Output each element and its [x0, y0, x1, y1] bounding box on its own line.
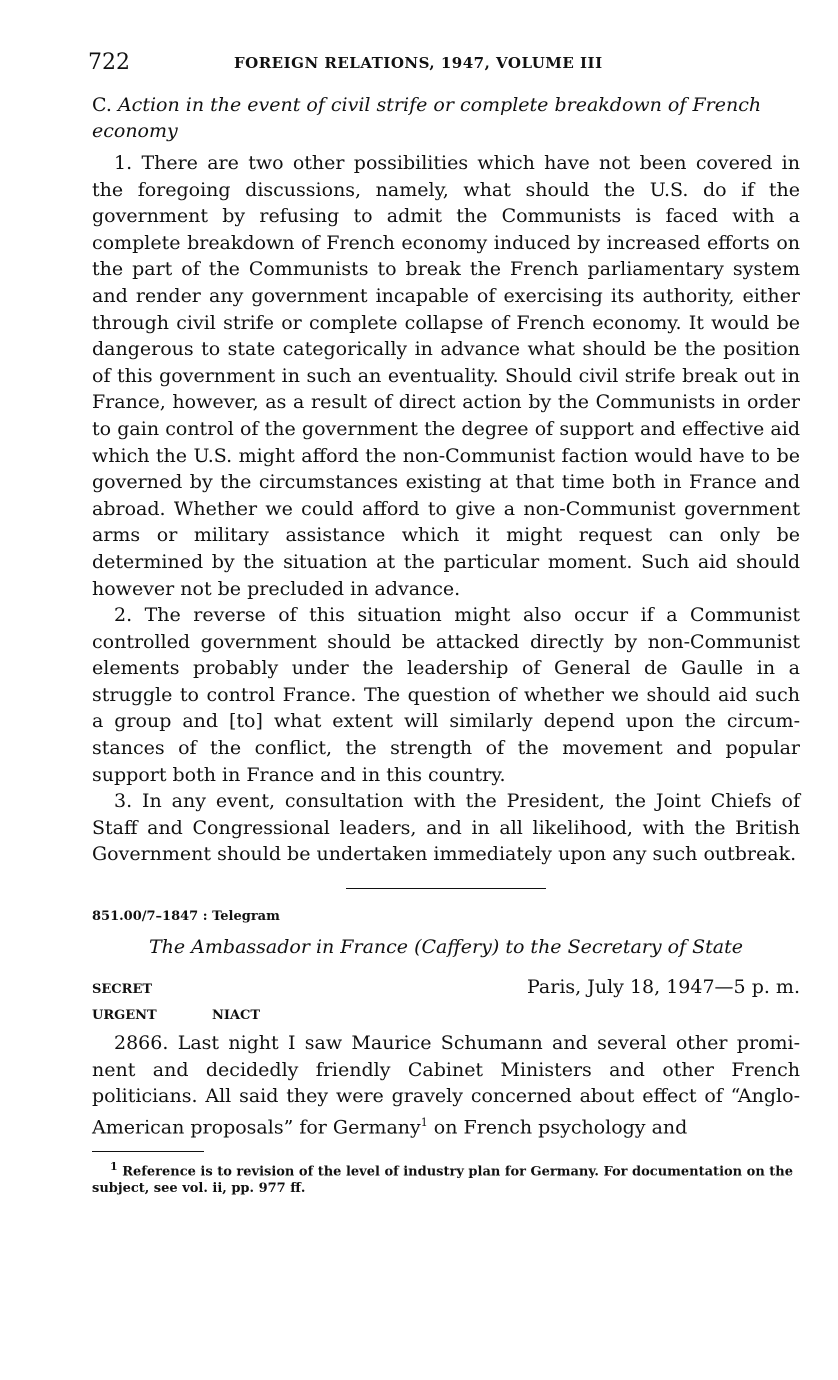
priority-line — [92, 1004, 800, 1030]
section-heading-text: Action in the event of civil strife or complete breakdown of French economy — [92, 94, 762, 142]
dateline: Paris, July 18, 1947—5 p. m. — [527, 976, 800, 999]
priority: URGENT — [92, 1008, 157, 1024]
paragraph-1: 1. There are two other possibilities which have not been covered in the foregoing discussions, namely, what should the U.S. do if the government by refusing to admit the Communists is faced with a complete breakdown of French economy induced by increased efforts on the part of the Communists to break the French parliamentary system and render any government incapable of exercising its authority, either through civil strife or complete collapse of French economy. It would be dangerous to state categorically in advance what should be the position of this government in such an eventuality. Should civil strife break out in France, however, as a result of direct action by the Communists in order to gain control of the government the degree of support and effective aid which the U.S. might afford the non-Communist faction would have to be governed by the circumstances existing at that time both in France and abroad. Whether we could afford to give a non-Communist government arms or military assistance which it might request can only be determined by the situation at the particular moment. Such aid should however not be precluded in advance. — [92, 152, 800, 600]
file-reference: 851.00/7–1847 : Telegram — [92, 909, 280, 925]
telegram-body-continued: on French psychology and — [427, 1116, 688, 1139]
telegram-body-text: 2866. Last night I saw Maurice Schumann and several other prominent and decidedly friendly Cabinet Ministers and other French politicians. All said they were gravely concerned about effect of “Anglo-American proposals” for Germany — [92, 1032, 800, 1139]
document-page — [88, 50, 800, 1197]
footnote-reference[interactable]: 1 — [420, 1115, 428, 1129]
paragraph-2: 2. The reverse of this situation might also occur if a Communist controlled government should be attacked directly by non-Communist elements probably under the leadership of General de Gaulle in a struggle to control France. The question of whether we should aid such a group and [to] what extent will similarly depend upon the circumstances of the conflict, the strength of the movement and popular support both in France and in this country. — [92, 604, 800, 786]
section-heading — [92, 92, 800, 144]
paragraph-3: 3. In any event, consultation with the President, the Joint Chiefs of Staff and Congressional leaders, and in all likelihood, with the British Government should be undertaken immediately upon any such outbreak. — [92, 790, 800, 866]
running-head — [88, 50, 800, 82]
classification-line — [92, 978, 800, 1004]
document-title: The Ambassador in France (Caffery) to the Secretary of State — [148, 936, 744, 959]
footnote-marker: 1 — [110, 1159, 118, 1173]
section-divider — [346, 888, 546, 889]
page-number: 722 — [88, 50, 130, 75]
footnote-divider — [92, 1151, 204, 1152]
footnote-text: Reference is to revision of the level of industry plan for Germany. For documentation on the subject, see vol. ii, pp. 977 ff. — [92, 1164, 794, 1197]
section-label: C. — [92, 94, 112, 116]
precedence: NIACT — [212, 1008, 261, 1024]
footnote — [92, 1158, 800, 1197]
telegram-body — [92, 1030, 800, 1141]
running-title: FOREIGN RELATIONS, 1947, VOLUME III — [234, 54, 603, 72]
classification: SECRET — [92, 982, 153, 998]
